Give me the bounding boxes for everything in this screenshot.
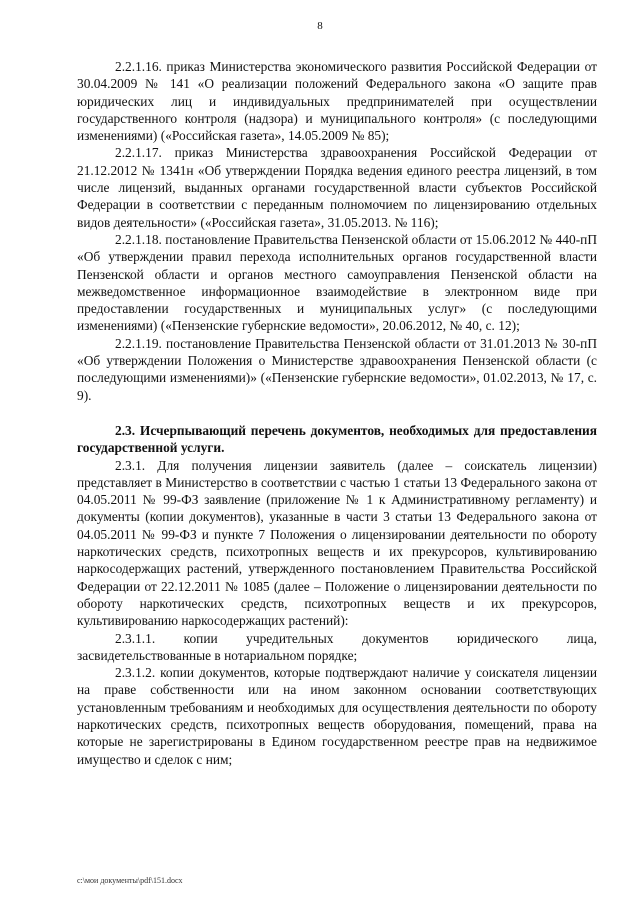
section-heading-2-3: 2.3. Исчерпывающий перечень документов, необходимых для предоставления государственной услуги.: [77, 422, 597, 456]
paragraph-2-2-1-16: 2.2.1.16. приказ Министерства экономического развития Российской Федерации от 30.04.2009 № 141 «О реализации положений Федерального закона «О защите прав юридических лиц и индивидуальных предпринимателей при осуществлении государственного контроля (надзора) и муниципального контроля» (с последующими изменениями) («Российская газета», 14.05.2009 № 85);: [77, 59, 597, 144]
page-number: 8: [317, 20, 323, 32]
paragraph-2-2-1-18: 2.2.1.18. постановление Правительства Пензенской области от 15.06.2012 № 440-пП «Об утверждении правил перехода исполнительных органов государственной власти Пензенской области и органов местного самоуправления Пензенской области на межведомственное информационное взаимодействие в электронном виде при предоставлении государственных и муниципальных услуг» (с последующими изменениями) («Пензенские губернские ведомости», 20.06.2012, № 40, с. 12);: [77, 231, 597, 334]
document-body: [77, 58, 597, 768]
paragraph-2-3-1-2: 2.3.1.2. копии документов, которые подтверждают наличие у соискателя лицензии на праве собственности или на ином законном основании соответствующих установленным требованиям и необходимых для осуществления деятельности по обороту наркотических средств, психотропных веществ оборудования, помещений, права на которые не зарегистрированы в Едином государственном реестре прав на недвижимое имущество и сделок с ним;: [77, 665, 597, 767]
paragraph-2-3-1-1: 2.3.1.1. копии учредительных документов юридического лица, засвидетельствованные в нотариальном порядке;: [77, 630, 597, 663]
paragraph-2-2-1-19: 2.2.1.19. постановление Правительства Пензенской области от 31.01.2013 № 30-пП «Об утверждении Положения о Министерстве здравоохранения Пензенской области (с последующими изменениями)» («Пензенские губернские ведомости», 01.02.2013, № 17, с. 9).: [77, 335, 597, 403]
paragraph-2-3-1: 2.3.1. Для получения лицензии заявитель (далее – соискатель лицензии) представляет в Министерство в соответствии с частью 1 статьи 13 Федерального закона от 04.05.2011 № 99-ФЗ заявление (приложение № 1 к Административному регламенту) и документы (копии документов), указанные в части 3 статьи 13 Федерального закона от 04.05.2011 № 99-ФЗ и пункте 7 Положения о лицензировании деятельности по обороту наркотических средств, психотропных веществ и их прекурсоров, культивированию наркосодержащих растений, утвержденного постановлением Правительства Российской Федерации от 22.12.2011 № 1085 (далее – Положение о лицензировании деятельности по обороту наркотических средств, психотропных веществ и их прекурсоров, культивированию наркосодержащих растений):: [77, 457, 597, 629]
paragraph-2-2-1-17: 2.2.1.17. приказ Министерства здравоохранения Российской Федерации от 21.12.2012 № 1341н «Об утверждении Порядка ведения единого реестра лицензий, в том числе лицензий, выданных органами государственной власти субъектов Российской Федерации в соответствии с переданным полномочием по лицензированию отдельных видов деятельности» («Российская газета», 31.05.2013. № 116);: [77, 145, 597, 230]
footer-file-path: c:\мои документы\pdf\151.docx: [77, 876, 183, 885]
